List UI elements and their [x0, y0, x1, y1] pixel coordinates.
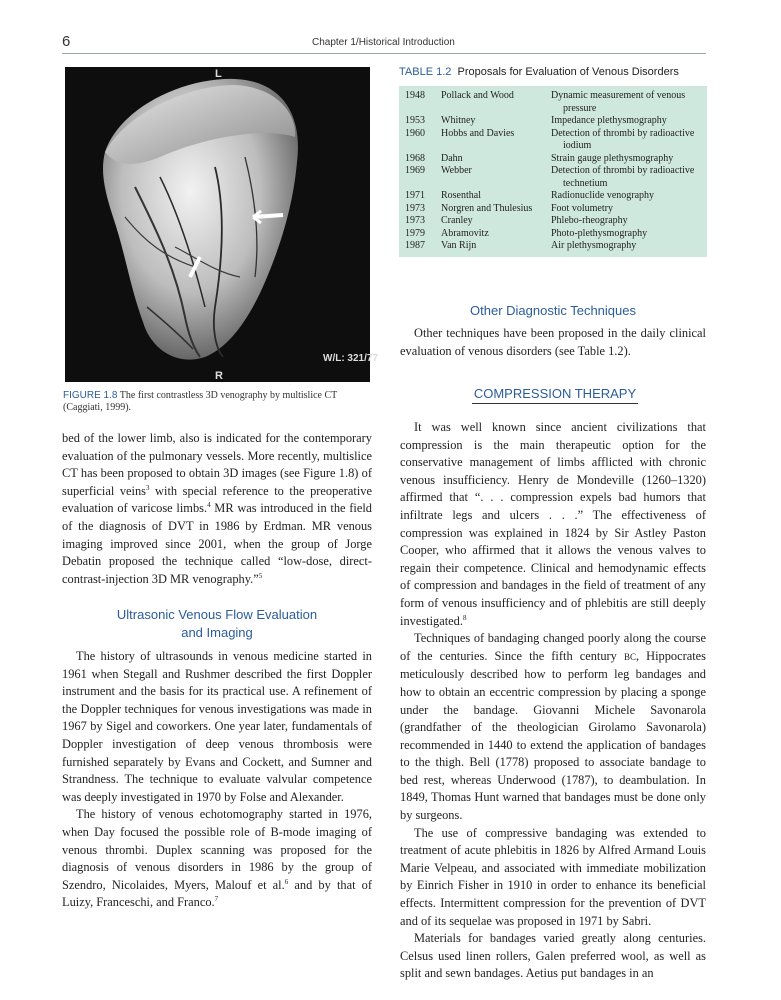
paragraph: The history of ultrasounds in venous medicine started in 1961 when Stegall and Rushmer described the first Doppler instrument and the basis for its practical use. A refinement of the Doppler techniques for venous investigations was made in 1967 by Sigel and coworkers. One year later, fundamentals of Doppler investigation of deep venous thrombosis were furnished separately by Evans and Cockett, and Sumner and Strandness. The technique to evaluate valvular competence was deeply investigated in 1970 by Folse and Alexander.	[62, 649, 372, 804]
table-cell-year: 1973	[405, 215, 425, 226]
table-row	[399, 215, 707, 228]
table-row	[399, 203, 707, 216]
table-row	[399, 240, 707, 257]
table-cell-method: Phlebo-rheography	[551, 215, 628, 226]
figure-caption-label: FIGURE 1.8	[63, 390, 118, 401]
section-heading-ultrasonic: Ultrasonic Venous Flow Evaluation and Imaging	[116, 607, 318, 640]
ct-venography-illustration	[65, 67, 379, 382]
table-row	[399, 86, 707, 115]
paragraph: It was well known since ancient civilizations that compression is the main therapeutic option for the conservative management of limbs afflicted with chronic venous insufficiency. Henry de Mondeville (1260–1320) affirmed that “. . . compression expels bad humors that infiltrate legs and ulcers . . .” The effectiveness of compression was explained in 1824 by Sir Astley Paston Cooper, who affirmed that it allows the venous valves to regain their competence. Clinical and hemodynamic effects of compression and bandages in the field of treatment of any form of venous insufficiency and of phlebitis are still deeply investigated.$^8$	[400, 420, 706, 628]
table-cell-year: 1973	[405, 202, 425, 214]
table-cell-author: Rosenthal	[441, 190, 481, 201]
section-heading-other-techniques: Other Diagnostic Techniques	[470, 303, 636, 318]
table-cell-method: Air plethysmography	[551, 240, 637, 251]
table-cell-year: 1971	[405, 190, 425, 201]
table-cell-year: 1960	[405, 127, 425, 139]
running-head: Chapter 1/Historical Introduction	[312, 37, 455, 48]
table-cell-method: Detection of thrombi by radioactive iodium	[551, 127, 695, 151]
table-row	[399, 165, 707, 190]
figure-caption-text: The first contrastless 3D venography by multislice CT (Caggiati, 1999).	[63, 390, 338, 413]
figure-venography-image	[65, 67, 379, 382]
table-row	[399, 190, 707, 203]
table-cell-author: Cranley	[441, 215, 473, 226]
table-row	[399, 115, 707, 128]
table-cell-year: 1969	[405, 165, 425, 176]
paragraph: Techniques of bandaging changed poorly along the course of the centuries. Since the fifth century BC, Hippocrates meticulously described how to perform leg bandages and how to obtain an eccentric compression by placing a sponge under the bandage. Giovanni Michele Savonarola (grandfather of the theologician Girolamo Savonarola) recommended in 1440 to extend the application of bandages to the thigh. Bell (1778) proposed to associate bandage to bed rest, whereas Underwood (1787), to deambulation. In 1849, Thomas Hunt warned that bandages must be done only by surgeons.	[400, 631, 706, 823]
table-cell-author: Abramovitz	[441, 227, 489, 239]
right-column-compression	[400, 419, 706, 983]
page-header	[62, 33, 706, 54]
table-cell-year: 1979	[405, 227, 425, 239]
figure-label-bottom: R	[215, 370, 223, 382]
table-cell-year: 1953	[405, 115, 425, 126]
paragraph: The history of venous echotomography started in 1976, when Day focused the possible role of B-mode imaging of venous thrombi. Duplex scanning was proposed for the diagnosis of venous disorders in 1986 by the group of Szendro, Nicolaides, Myers, Malouf et al.$^6$ and by that of Luizy, Franceschi, and Franco.$^7$	[62, 807, 372, 910]
paragraph: bed of the lower limb, also is indicated for the contemporary evaluation of the pulmonary vessels. More recently, multislice CT has been proposed to obtain 3D images (see Figure 1.8) of superficial veins$^3$ with special reference to the preoperative evaluation of varicose limbs.$^4$ MR was introduced in the field of the diagnosis of DVT in 1986 by Erdman. MR venous imaging improved since 2001, when the group of Jorge Debatin proposed the technique called “low-dose, direct-contrast-injection 3D MR venography.”$^5$	[62, 431, 373, 586]
figure-caption	[63, 390, 373, 414]
right-column-other	[400, 325, 706, 360]
figure-window-level: W/L: 321/77	[323, 353, 379, 364]
table-row	[399, 128, 707, 153]
table-cell-author: Dahn	[441, 152, 463, 164]
table-cell-method: Photo-plethysmography	[551, 227, 648, 239]
table-venous-proposals	[399, 86, 707, 257]
section-heading-compression-therapy: COMPRESSION THERAPY	[472, 386, 638, 404]
page-number: 6	[62, 33, 71, 50]
table-cell-year: 1948	[405, 90, 425, 101]
table-cell-method: Strain gauge plethysmography	[551, 152, 674, 164]
table-cell-author: Pollack and Wood	[441, 90, 514, 101]
paragraph: The use of compressive bandaging was extended to treatment of acute phlebitis in 1826 by Alfred Armand Louis Marie Velpeau, and associated with immediate mobilization by Einrich Fisher in 1910 in order to enhance its beneficial effects. Intermittent compression for the prevention of DVT and of its sequelae was proposed in 1971 by Sabri.	[400, 825, 706, 928]
figure-label-top: L	[215, 68, 222, 80]
table-cell-year: 1987	[405, 240, 425, 251]
table-row	[399, 153, 707, 166]
table-cell-author: Norgren and Thulesius	[441, 202, 533, 214]
table-cell-method: Radionuclide venography	[551, 190, 655, 201]
table-cell-year: 1968	[405, 152, 425, 164]
paragraph: Materials for bandages varied greatly along centuries. Celsus used linen rollers, Galen preferred wool, as well as split and sewn bandages. Aetius put bandages in an	[400, 931, 706, 981]
table-title: TABLE 1.2 Proposals for Evaluation of Venous Disorders	[399, 66, 679, 78]
table-cell-author: Van Rijn	[441, 240, 477, 251]
table-label: TABLE 1.2	[399, 66, 452, 78]
table-cell-author: Hobbs and Davies	[441, 127, 515, 139]
table-cell-method: Foot volumetry	[551, 202, 613, 214]
paragraph: Other techniques have been proposed in the daily clinical evaluation of venous disorders (see Table 1.2).	[400, 326, 706, 358]
table-row	[399, 228, 707, 241]
table-cell-method: Impedance plethysmography	[551, 115, 667, 126]
left-column-top	[62, 430, 372, 588]
table-cell-method: Detection of thrombi by radioactive technetium	[551, 165, 695, 189]
table-cell-author: Webber	[441, 165, 472, 176]
table-cell-method: Dynamic measurement of venous pressure	[551, 90, 686, 114]
table-cell-author: Whitney	[441, 115, 476, 126]
left-column-bottom	[62, 648, 372, 912]
